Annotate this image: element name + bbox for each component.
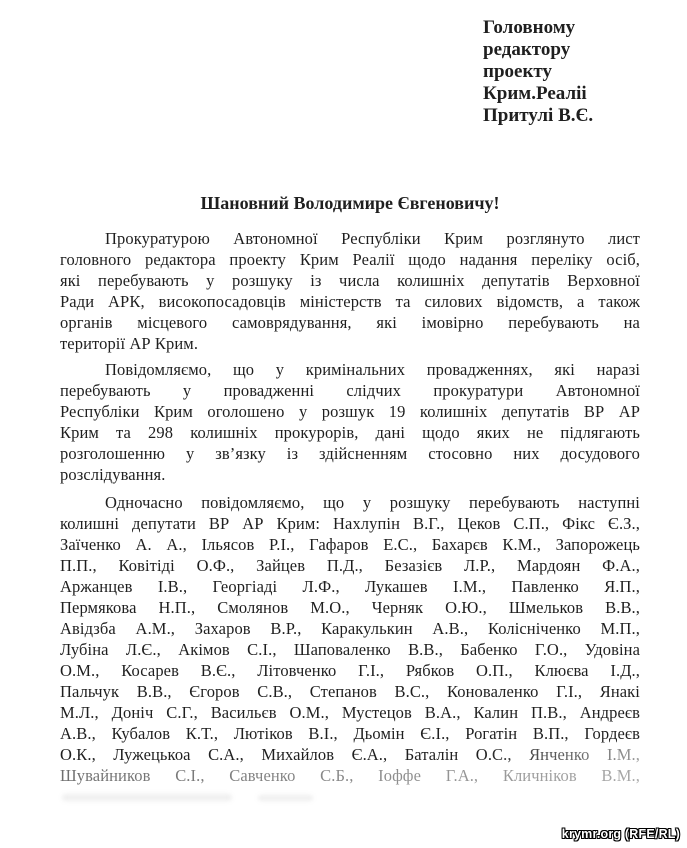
recipient-line: проекту — [483, 61, 552, 82]
letter-line: О.М., Косарев В.Є., Літовченко Г.І., Рябков О.П., Клюєва І.Д., — [60, 661, 640, 680]
letter-line: перебувають у провадженні слідчих прокуратури Автономної — [60, 381, 640, 400]
letter-line: органів місцевого самоврядування, які імовірно перебувають на — [60, 313, 640, 332]
salutation: Шановний Володимире Євгеновичу! — [200, 193, 500, 213]
recipient-address-block — [483, 17, 673, 127]
letter-line: території АР Крим. — [60, 334, 199, 353]
letter-line: Прокуратурою Автономної Республіки Крим розглянуто лист — [105, 229, 640, 248]
paragraph-1 — [60, 228, 640, 354]
letter-line: Аржанцев І.В., Георгіаді Л.Ф., Лукашев І.М., Павленко Я.П., — [60, 577, 640, 596]
paragraph-2 — [60, 359, 640, 485]
letter-line: які перебувають у розшуку із числа колишніх депутатів Верховної — [60, 271, 640, 290]
letter-line: Пермякова Н.П., Смолянов М.О., Черняк О.Ю., Шмельков В.В., — [60, 598, 640, 617]
letter-line: П.П., Ковітіді О.Ф., Зайцев П.Д., Безазієв Л.Р., Мардоян Ф.А., — [60, 556, 640, 575]
letter-line-faded: Шувайников С.І., Савченко С.Б., Іоффе Г.А., Кличніков В.М., — [60, 766, 640, 785]
letter-line: Ради АРК, високопосадовців міністерств та силових відомств, а також — [60, 292, 640, 311]
letter-line: розслідування. — [60, 465, 166, 484]
letter-line: М.Л., Доніч С.Г., Васильєв О.М., Мустецов В.А., Калин П.В., Андреєв — [60, 703, 640, 722]
letter-line: О.К., Лужецькоа С.А., Михайлов Є.А., Баталін О.С., Янченко І.М., — [60, 745, 640, 764]
letter-line: розголошенню у зв’язку із здійсненням стосовно них досудового — [60, 444, 640, 463]
recipient-line: Головному — [483, 17, 576, 38]
letter-line: Повідомляємо, що у кримінальних провадженнях, які наразі — [105, 360, 640, 379]
letter-line: Авідзба А.М., Захаров В.Р., Каракулькин А.В., Колісніченко М.П., — [60, 619, 640, 638]
recipient-line: Крим.Реаліі — [483, 83, 587, 104]
letter-line: Одночасно повідомляємо, що у розшуку перебувають наступні — [105, 493, 640, 512]
letter-line: Пальчук В.В., Єгоров С.В., Степанов В.С., Коноваленко Г.І., Янакі — [60, 682, 640, 701]
letter-line: Республіки Крим оголошено у розшук 19 колишніх депутатів ВР АР — [60, 402, 640, 421]
letter-line: колишні депутати ВР АР Крим: Нахлупін В.Г., Цеков С.П., Фікс Є.З., — [60, 514, 640, 533]
watermark-credit: krymr.org (RFE/RL) — [561, 827, 680, 841]
paragraph-3 — [60, 492, 640, 786]
letter-line: головного редактора проекту Крим Реалії щодо надання переліку осіб, — [60, 250, 640, 269]
scan-cutoff-smudge — [62, 794, 232, 801]
letter-line: Лубіна Л.Є., Акімов С.І., Шаповаленко В.В., Бабенко Г.О., Удовіна — [60, 640, 640, 659]
letter-line: А.В., Кубалов К.Т., Лютіков В.І., Дьомін Є.І., Рогатін В.П., Гордеєв — [60, 724, 640, 743]
scan-cutoff-smudge — [258, 795, 313, 801]
recipient-line: Притулі В.Є. — [483, 105, 594, 126]
letter-line: Заїченко А. А., Ільясов Р.І., Гафаров Е.С., Бахарєв К.М., Запорожець — [60, 535, 640, 554]
letter-body — [60, 193, 640, 786]
recipient-line: редактору — [483, 39, 571, 60]
letter-line: Крим та 298 колишніх прокурорів, дані щодо яких не підлягають — [60, 423, 640, 442]
